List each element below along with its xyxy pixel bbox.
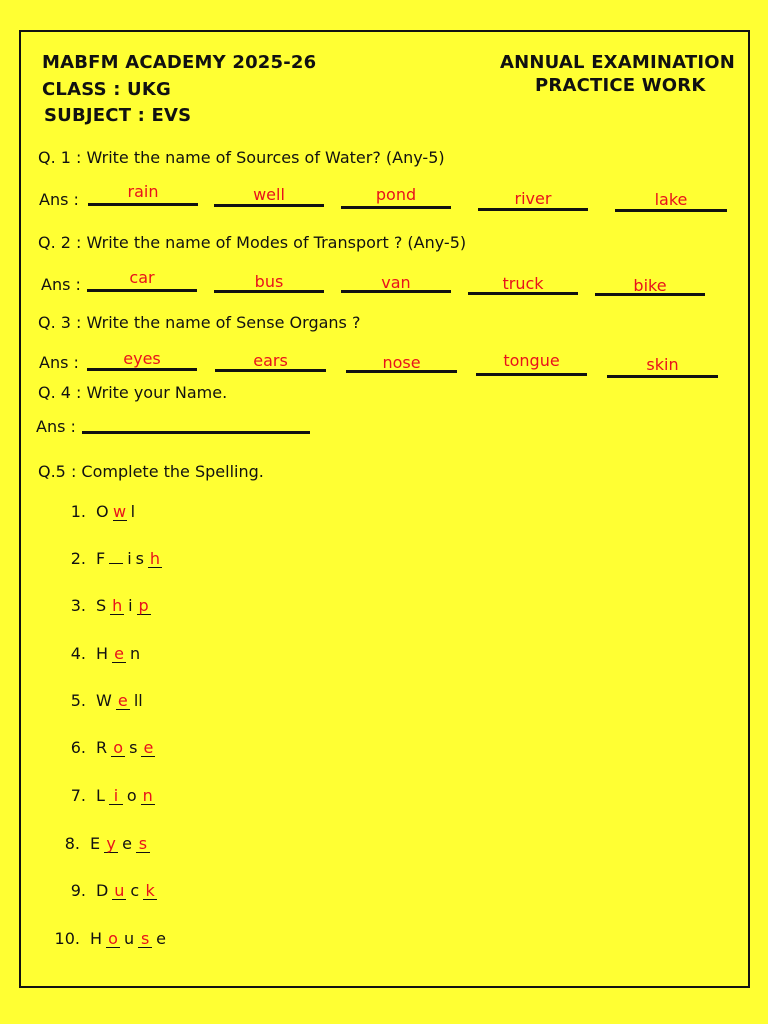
spelling-item: [54, 834, 154, 853]
answer-blank[interactable]: [476, 373, 587, 376]
missing-letter-blank[interactable]: o: [111, 740, 125, 757]
answer-word: truck: [502, 274, 544, 293]
spelling-item: [60, 738, 159, 757]
given-letter: i: [128, 596, 133, 615]
answer-blank[interactable]: [214, 204, 324, 207]
missing-letter-blank[interactable]: s: [138, 931, 152, 948]
missing-letter-blank[interactable]: h: [149, 549, 161, 568]
missing-letter-blank[interactable]: h: [112, 596, 123, 615]
given-letter: o: [126, 786, 137, 805]
spelling-item: [54, 929, 170, 948]
answer-word: nose: [382, 353, 421, 372]
missing-letter-blank[interactable]: s: [136, 836, 150, 853]
answer-blank[interactable]: [87, 289, 197, 292]
missing-letter-blank[interactable]: k: [143, 883, 157, 900]
answer-word: well: [253, 185, 285, 204]
school-title: MABFM ACADEMY 2025-26: [42, 52, 317, 73]
answer-blank[interactable]: [478, 208, 588, 211]
spelling-item: [60, 549, 166, 568]
given-letter: F: [96, 549, 106, 568]
given-letter: c: [130, 881, 140, 900]
given-letter: s: [129, 738, 138, 757]
answer-word: car: [129, 268, 155, 287]
item-number: 10.: [54, 929, 80, 948]
given-letter: u: [124, 929, 135, 948]
item-number: 4.: [70, 644, 86, 663]
subject-line: SUBJECT : EVS: [44, 105, 192, 126]
question-5: Q.5 : Complete the Spelling.: [38, 462, 264, 481]
answer-label: Ans :: [39, 190, 79, 209]
spelling-item: [60, 596, 155, 615]
given-letter: H: [96, 644, 109, 663]
question-1: Q. 1 : Write the name of Sources of Water? (Any-5): [38, 148, 445, 167]
missing-letter-blank[interactable]: e: [112, 646, 126, 663]
answer-word: rain: [127, 182, 159, 201]
given-letter: s: [135, 549, 144, 568]
answer-word: bus: [254, 272, 284, 291]
question-3: Q. 3 : Write the name of Sense Organs ?: [38, 313, 361, 332]
spelling-item: [60, 644, 144, 663]
spelling-item: [60, 691, 147, 710]
exam-title: ANNUAL EXAMINATION: [500, 52, 736, 73]
answer-label: Ans :: [41, 275, 81, 294]
missing-letter-blank[interactable]: n: [142, 786, 153, 805]
spelling-item: [60, 881, 161, 900]
given-letter: n: [130, 644, 141, 663]
given-letter: i: [127, 549, 132, 568]
answer-blank[interactable]: [87, 368, 197, 371]
answer-label: Ans :: [36, 417, 76, 436]
class-line: CLASS : UKG: [42, 79, 171, 100]
answer-word: skin: [646, 355, 679, 374]
given-letter: E: [90, 834, 101, 853]
missing-letter-blank[interactable]: y: [104, 836, 118, 853]
item-number: 3.: [70, 596, 86, 615]
missing-letter-blank[interactable]: e: [116, 693, 130, 710]
answer-word: eyes: [123, 349, 161, 368]
given-letter: e: [122, 834, 132, 853]
answer-blank[interactable]: [88, 203, 198, 206]
name-answer-blank[interactable]: [82, 431, 310, 434]
question-2: Q. 2 : Write the name of Modes of Transport ? (Any-5): [38, 233, 467, 252]
given-letter: H: [90, 929, 103, 948]
item-number: 9.: [70, 881, 86, 900]
missing-letter-blank[interactable]: i: [109, 788, 123, 805]
missing-letter-blank[interactable]: p: [138, 596, 149, 615]
answer-word: lake: [654, 190, 688, 209]
spelling-item: [60, 786, 159, 805]
answer-blank[interactable]: [615, 209, 727, 212]
answer-word: tongue: [503, 351, 560, 370]
answer-word: van: [381, 273, 411, 292]
given-letter: L: [96, 786, 105, 805]
missing-letter-blank[interactable]: u: [114, 881, 125, 900]
given-letter: R: [96, 738, 108, 757]
missing-letter-blank[interactable]: [109, 563, 123, 564]
missing-letter-blank[interactable]: o: [106, 931, 120, 948]
given-letter: l: [130, 502, 136, 521]
practice-work-title: PRACTICE WORK: [535, 75, 706, 96]
given-letter: S: [96, 596, 107, 615]
item-number: 8.: [64, 834, 80, 853]
item-number: 1.: [70, 502, 86, 521]
answer-blank[interactable]: [607, 375, 718, 378]
given-letter: ll: [133, 691, 143, 710]
answer-label: Ans :: [39, 353, 79, 372]
item-number: 5.: [70, 691, 86, 710]
answer-word: river: [514, 189, 552, 208]
answer-word: ears: [253, 351, 288, 370]
given-letter: e: [156, 929, 167, 948]
item-number: 2.: [70, 549, 86, 568]
missing-letter-blank[interactable]: e: [141, 740, 155, 757]
item-number: 7.: [70, 786, 86, 805]
spelling-item: [60, 502, 139, 521]
answer-blank[interactable]: [341, 206, 451, 209]
given-letter: O: [96, 502, 109, 521]
given-letter: W: [96, 691, 112, 710]
missing-letter-blank[interactable]: w: [113, 502, 127, 521]
question-4: Q. 4 : Write your Name.: [38, 383, 228, 402]
item-number: 6.: [70, 738, 86, 757]
answer-word: bike: [633, 276, 667, 295]
given-letter: D: [96, 881, 109, 900]
answer-word: pond: [375, 185, 417, 204]
